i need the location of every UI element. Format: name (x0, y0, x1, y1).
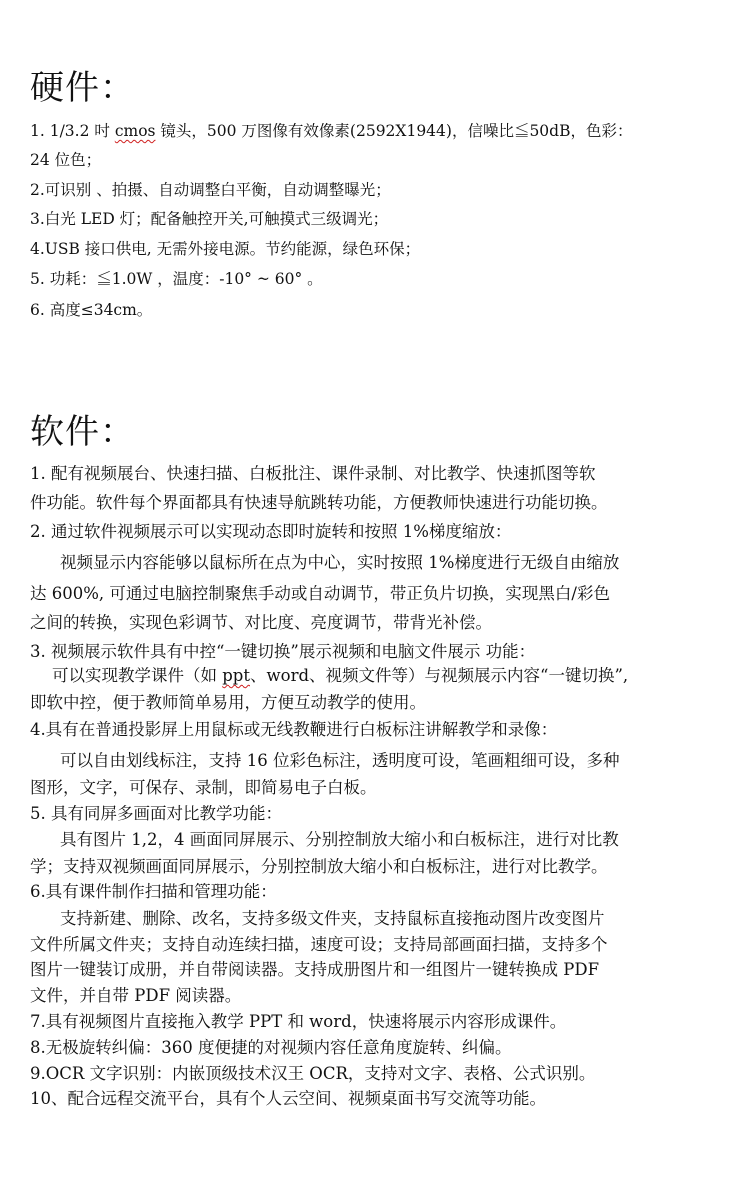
hardware-line-7: 6. 高度≤34cm。 (30, 301, 153, 319)
software-line-24: 10、配合远程交流平台，具有个人云空间、视频桌面书写交流等功能。 (30, 1089, 546, 1108)
software-line-21: 7.具有视频图片直接拖入教学 PPT 和 word，快速将展示内容形成课件。 (30, 1012, 567, 1031)
software-line-5: 达 600%, 可通过电脑控制聚焦手动或自动调节，带正负片切换，实现黑白/彩色 (30, 584, 610, 603)
software-line-20: 文件，并自带 PDF 阅读器。 (30, 986, 242, 1005)
hardware-line-1 (30, 117, 732, 145)
software-line-1: 1. 配有视频展台、快速扫描、白板批注、课件录制、对比教学、快速抓图等软 (30, 464, 596, 483)
software-line-11: 可以自由划线标注，支持 16 位彩色标注，透明度可设，笔画粗细可设，多种 (60, 751, 620, 770)
hardware-line-6: 5. 功耗：≦1.0W ，温度：-10° ~ 60° 。 (30, 270, 323, 288)
hardware-line-5: 4.USB 接口供电, 无需外接电源。节约能源，绿色环保； (30, 240, 421, 258)
hardware-line-4: 3.白光 LED 灯；配备触控开关,可触摸式三级调光； (30, 210, 389, 228)
software-line-9: 即软中控，便于教师简单易用，方便互动教学的使用。 (30, 693, 426, 712)
software-line-22: 8.无极旋转纠偏：360 度便捷的对视频内容任意角度旋转、纠偏。 (30, 1038, 512, 1057)
software-line-14: 具有图片 1,2，4 画面同屏展示、分别控制放大缩小和白板标注，进行对比教 (60, 830, 619, 849)
software-line-2: 件功能。软件每个界面都具有快速导航跳转功能，方便教师快速进行功能切换。 (30, 493, 608, 512)
software-line-13: 5. 具有同屏多画面对比教学功能： (30, 804, 282, 823)
software-line-23: 9.OCR 文字识别：内嵌顶级技术汉王 OCR，支持对文字、表格、公式识别。 (30, 1064, 596, 1083)
software-line-3: 2. 通过软件视频展示可以实现动态即时旋转和按照 1%梯度缩放： (30, 522, 512, 541)
software-line-12: 图形，文字，可保存、录制，即简易电子白板。 (30, 778, 377, 797)
software-line-10: 4.具有在普通投影屏上用鼠标或无线教鞭进行白板标注讲解教学和录像： (30, 720, 558, 739)
hardware-line-1-text-b: 镜头，500 万图像有效像素(2592X1944)，信噪比≦50dB，色彩： (155, 122, 633, 140)
software-line-8-text-b: 、word、视频文件等）与视频展示内容“一键切换”, (250, 666, 629, 685)
software-line-16: 6.具有课件制作扫描和管理功能： (30, 882, 277, 901)
software-line-4: 视频显示内容能够以鼠标所在点为中心，实时按照 1%梯度进行无级自由缩放 (60, 553, 620, 572)
software-line-6: 之间的转换，实现色彩调节、对比度、亮度调节，带背光补偿。 (30, 613, 492, 632)
software-line-8-text-a: 可以实现教学课件（如 (52, 666, 223, 685)
hardware-line-2: 24 位色； (30, 151, 102, 169)
software-line-15: 学；支持双视频画面同屏展示，分别控制放大缩小和白板标注，进行对比教学。 (30, 857, 608, 876)
software-line-19: 图片一键装订成册，并自带阅读器。支持成册图片和一组图片一键转换成 PDF (30, 960, 600, 979)
hardware-heading: 硬件： (30, 68, 135, 108)
hardware-line-3: 2.可识别 、拍摄、自动调整白平衡，自动调整曝光； (30, 181, 391, 199)
software-line-7: 3. 视频展示软件具有中控“一键切换”展示视频和电脑文件展示 功能： (30, 642, 536, 661)
software-line-17: 支持新建、删除、改名，支持多级文件夹，支持鼠标直接拖动图片改变图片 (60, 909, 605, 928)
software-line-18: 文件所属文件夹；支持自动连续扫描，速度可设；支持局部画面扫描，支持多个 (30, 935, 608, 954)
spellcheck-word-cmos: cmos (114, 122, 156, 140)
software-heading: 软件： (30, 412, 135, 452)
spellcheck-word-ppt: ppt (222, 666, 251, 685)
hardware-line-1-text-a: 1. 1/3.2 吋 (30, 122, 115, 140)
software-line-8 (30, 662, 732, 690)
